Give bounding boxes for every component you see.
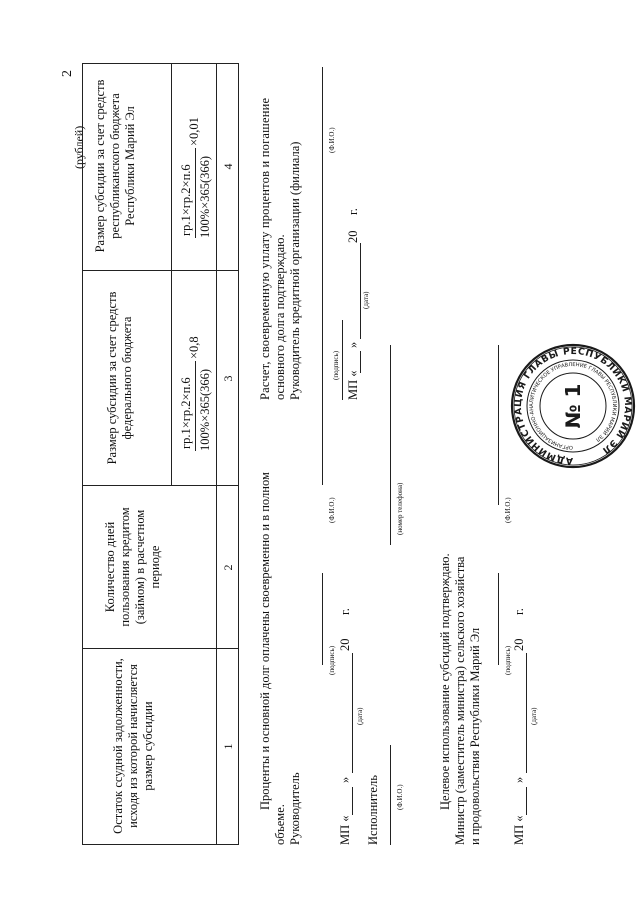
phone-line [390, 345, 391, 545]
year-suffix: г. [346, 208, 360, 215]
signature-line [342, 320, 343, 400]
col-number-4: 4 [221, 163, 235, 170]
left-head-label: Руководитель [288, 772, 302, 845]
bottom-line1: Целевое использование субсидий подтверждаю. [438, 553, 452, 810]
mp-label: МП « [346, 370, 360, 400]
table-divider [171, 64, 172, 486]
header-cell-4: Размер субсидии за счет средств республиканского бюджета Республики Марий Эл [93, 79, 137, 253]
right-line3: Руководитель кредитной организации (филиала) [288, 141, 302, 400]
header-cell-2: Количество дней пользования кредитом (займом) в расчетном периоде [103, 507, 162, 627]
fio-caption: (Ф.И.О.) [328, 497, 336, 523]
date-caption: (дата) [530, 707, 538, 725]
day-line [360, 351, 361, 373]
fio-line [322, 67, 323, 325]
formula-fed-numerator: гр.1×гр.2×п.6 [179, 377, 193, 449]
phone-caption: (номер телефона) [396, 482, 404, 535]
formula-rep-factor: ×0,01 [187, 117, 201, 146]
signature-caption: (подпись) [332, 350, 340, 380]
subsidy-table [82, 63, 239, 845]
mp-label: МП « [338, 815, 352, 845]
day-line [526, 787, 527, 815]
stamp-center-number: № 1 [561, 383, 585, 429]
formula-rep-denominator: 100%×365(366) [198, 155, 212, 238]
signature-line [498, 573, 499, 665]
bottom-line2: Министр (заместитель министра) сельского хозяйства [453, 556, 467, 845]
day-line [352, 787, 353, 815]
date-caption: (дата) [356, 707, 364, 725]
quote-close: » [338, 776, 352, 783]
stamp-outer-text: АДМИНИСТРАЦИЯ ГЛАВЫ РЕСПУБЛИКИ МАРИЙ ЭЛ [512, 345, 634, 467]
left-paragraph-line2: объеме. [273, 804, 287, 845]
year-prefix: 20 [346, 230, 360, 243]
right-line1: Расчет, своевременную уплату процентов и погашение [258, 97, 272, 400]
table-divider [216, 64, 217, 844]
col-number-3: 3 [221, 375, 235, 382]
month-line [360, 243, 361, 339]
fio-line [322, 325, 323, 485]
page-number: 2 [60, 70, 75, 77]
left-paragraph-line1: Проценты и основной долг оплачены своевременно и в полном [258, 472, 272, 810]
fraction-line [195, 148, 196, 238]
executor-fio-line [390, 745, 391, 845]
fio-caption: (Ф.И.О.) [504, 497, 512, 523]
date-caption: (дата) [362, 291, 370, 309]
year-prefix: 20 [512, 638, 526, 651]
formula-rep-numerator: гр.1×гр.2×п.6 [179, 164, 193, 236]
formula-fed-factor: ×0,8 [187, 336, 201, 359]
official-stamp [510, 343, 636, 469]
quote-close: » [512, 776, 526, 783]
year-suffix: г. [338, 608, 352, 615]
mp-label: МП « [512, 815, 526, 845]
month-line [526, 653, 527, 773]
right-line2: основного долга подтверждаю. [273, 234, 287, 400]
col-number-1: 1 [221, 743, 235, 750]
year-suffix: г. [512, 608, 526, 615]
table-divider [83, 485, 238, 486]
signature-caption: (подпись) [504, 645, 512, 675]
units-label: (рублей) [72, 125, 86, 169]
table-divider [83, 270, 238, 271]
fio-line [498, 345, 499, 505]
bottom-line3: и продовольствия Республики Марий Эл [468, 627, 482, 845]
signature-line [322, 573, 323, 665]
table-divider [83, 648, 238, 649]
executor-label: Исполнитель [366, 775, 380, 845]
fio-caption: (Ф.И.О.) [328, 127, 336, 153]
quote-close: » [346, 341, 360, 348]
month-line [352, 653, 353, 773]
header-cell-1: Остаток ссудной задолженности, исходя из которой начисляется размер субсидии [111, 658, 155, 834]
col-number-2: 2 [221, 564, 235, 571]
formula-fed-denominator: 100%×365(366) [198, 368, 212, 451]
year-prefix: 20 [338, 638, 352, 651]
executor-fio-caption: (Ф.И.О.) [396, 784, 404, 810]
header-cell-3: Размер субсидии за счет средств федерального бюджета [105, 291, 134, 465]
fraction-line [195, 361, 196, 451]
stamp-inner-text: ОРГАНИЗАЦИОННО-АНАЛИТИЧЕСКОЕ УПРАВЛЕНИЕ ГЛАВЫ РЕСПУБЛИКИ МАРИЙ ЭЛ [528, 361, 618, 451]
signature-caption: (подпись) [328, 645, 336, 675]
